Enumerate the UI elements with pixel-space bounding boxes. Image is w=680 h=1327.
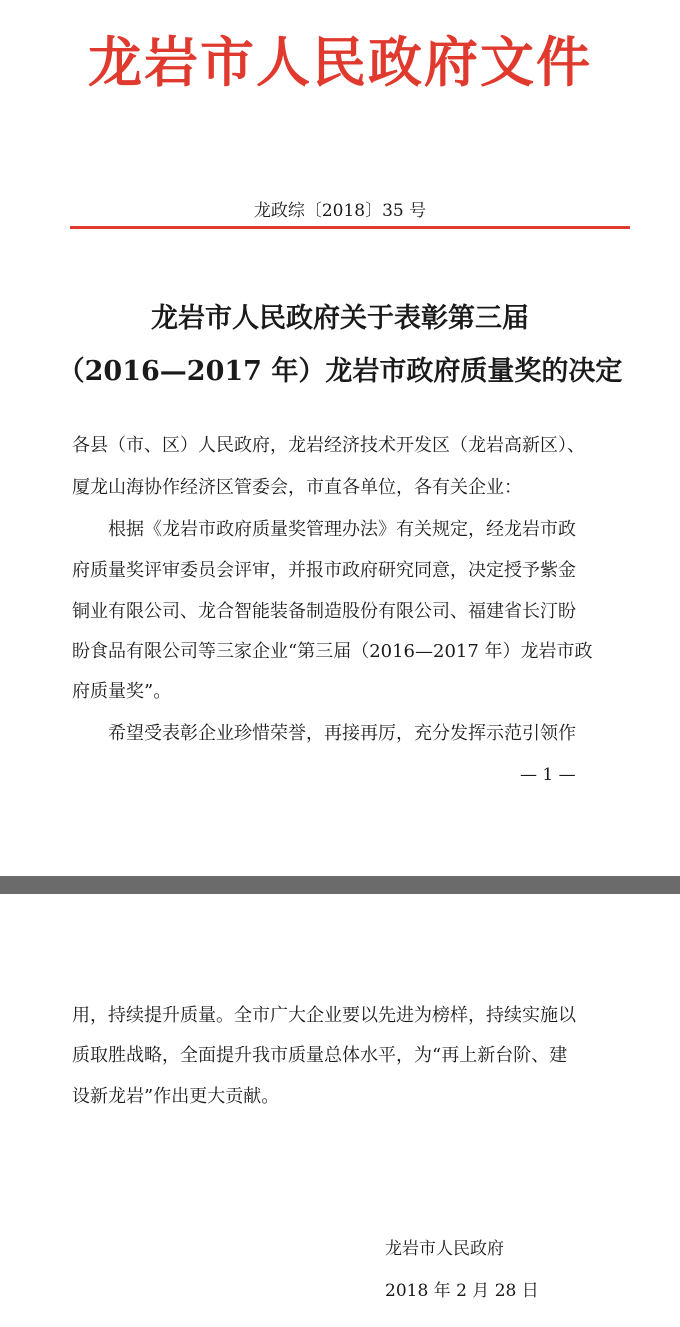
body-line: 厦龙山海协作经济区管委会，市直各单位，各有关企业： bbox=[72, 477, 522, 498]
body-line: 用，持续提升质量。全市广大企业要以先进为榜样，持续实施以 bbox=[72, 1005, 576, 1026]
decision-title-line-1: 龙岩市人民政府关于表彰第三届 bbox=[151, 303, 529, 334]
body-line: 盼食品有限公司等三家企业“第三届（2016—2017 年）龙岩市政 bbox=[72, 641, 593, 662]
body-line: 各县（市、区）人民政府，龙岩经济技术开发区（龙岩高新区）、 bbox=[72, 435, 585, 456]
body-line: 设新龙岩”作出更大贡献。 bbox=[72, 1086, 280, 1107]
issue-date: 2018 年 2 月 28 日 bbox=[385, 1281, 539, 1301]
body-line: 府质量奖”。 bbox=[72, 681, 172, 702]
header-red-rule bbox=[70, 226, 630, 229]
body-line: 质取胜战略，全面提升我市质量总体水平，为“再上新台阶、建 bbox=[72, 1045, 568, 1066]
decision-title-line-2: （2016—2017 年）龙岩市政府质量奖的决定 bbox=[57, 356, 623, 387]
body-line: 根据《龙岩市政府质量奖管理办法》有关规定，经龙岩市政 bbox=[72, 519, 576, 540]
body-line: 希望受表彰企业珍惜荣誉，再接再厉，充分发挥示范引领作 bbox=[72, 723, 576, 744]
issuer-name: 龙岩市人民政府 bbox=[385, 1239, 504, 1259]
page-number: — 1 — bbox=[520, 765, 576, 785]
body-line: 铜业有限公司、龙合智能装备制造股份有限公司、福建省长汀盼 bbox=[72, 601, 576, 622]
document-number: 龙政综〔2018〕35 号 bbox=[253, 201, 427, 221]
document-header-title: 龙岩市人民政府文件 bbox=[88, 31, 592, 94]
page-break-divider bbox=[0, 876, 680, 894]
body-line: 府质量奖评审委员会评审，并报市政府研究同意，决定授予紫金 bbox=[72, 560, 576, 581]
